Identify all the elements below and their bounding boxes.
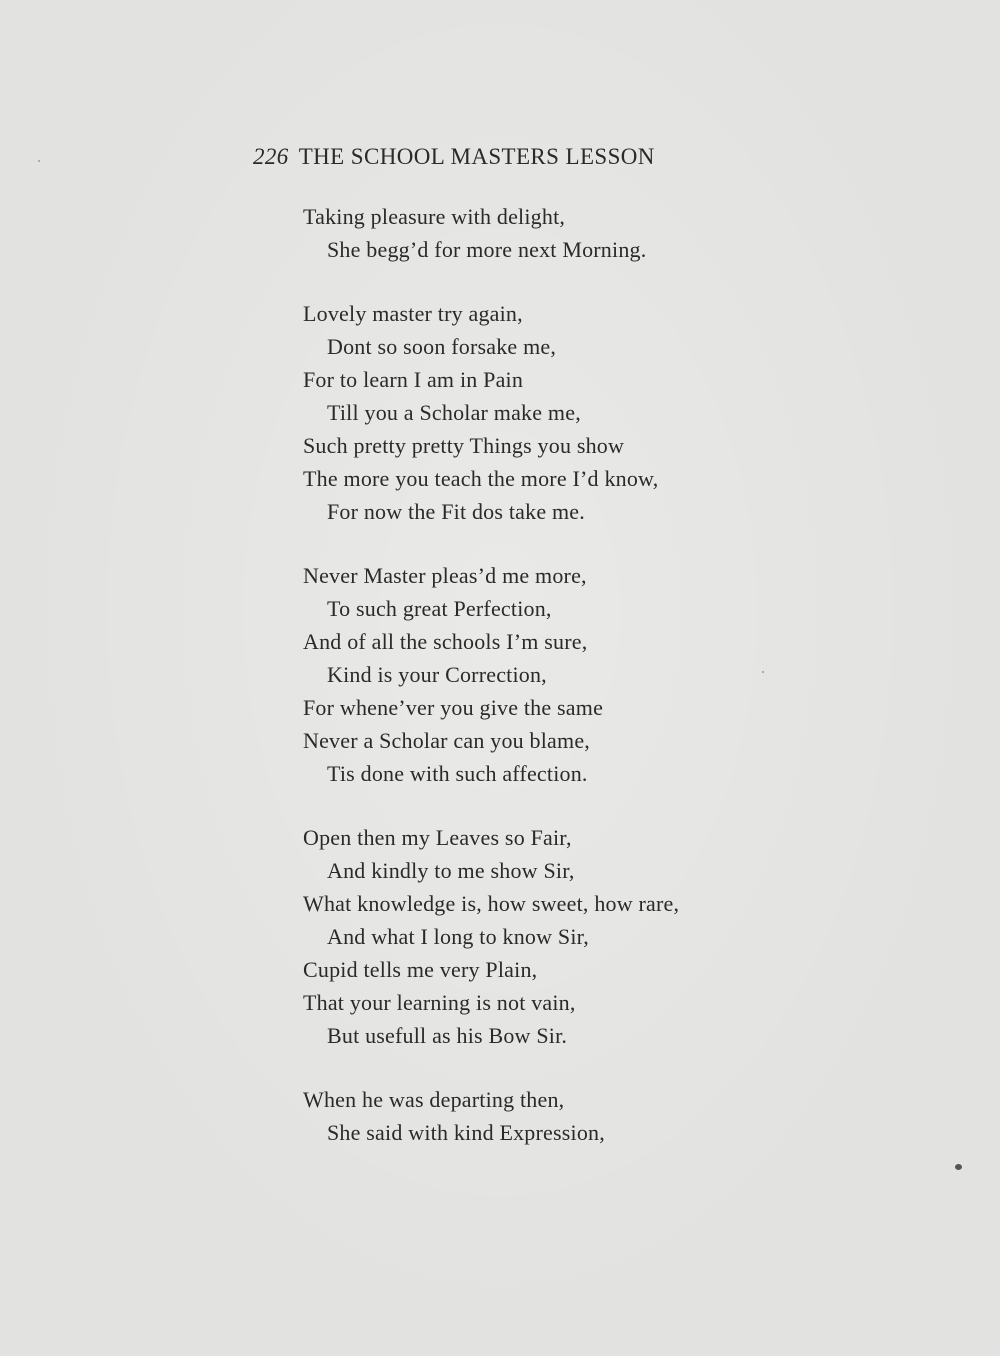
stanza — [303, 200, 803, 266]
poem-line: She said with kind Expression, — [327, 1120, 605, 1145]
running-title: THE SCHOOL MASTERS LESSON — [298, 144, 655, 169]
stanza — [303, 821, 803, 1052]
poem-line: Never Master pleas’d me more, — [303, 563, 587, 588]
poem-line: Kind is your Correction, — [327, 662, 547, 687]
poem-line: But usefull as his Bow Sir. — [327, 1023, 568, 1048]
stanza — [303, 559, 803, 790]
page-number: 226 — [253, 144, 289, 169]
poem-line: And what I long to know Sir, — [327, 924, 589, 949]
poem-line: And kindly to me show Sir, — [327, 858, 575, 883]
poem-line: Taking pleasure with delight, — [303, 204, 566, 229]
poem-line: For whene’ver you give the same — [303, 695, 604, 720]
poem-line: Tis done with such affection. — [327, 761, 588, 786]
poem-line: The more you teach the more I’d know, — [303, 466, 659, 491]
poem-line: When he was departing then, — [303, 1087, 565, 1112]
poem-line: She begg’d for more next Morning. — [327, 237, 647, 262]
poem-line: To such great Perfection, — [327, 596, 552, 621]
poem-line: For to learn I am in Pain — [303, 367, 524, 392]
poem-line: Never a Scholar can you blame, — [303, 728, 590, 753]
poem-line: What knowledge is, how sweet, how rare, — [303, 891, 680, 916]
poem-line: Such pretty pretty Things you show — [303, 433, 625, 458]
poem-line: Cupid tells me very Plain, — [303, 957, 538, 982]
stanza — [303, 297, 803, 528]
stanza — [303, 1083, 803, 1149]
poem-text — [303, 200, 803, 1180]
running-head — [253, 144, 655, 170]
poem-line: Lovely master try again, — [303, 301, 523, 326]
poem-line: Dont so soon forsake me, — [327, 334, 557, 359]
poem-line: Till you a Scholar make me, — [327, 400, 581, 425]
poem-line: For now the Fit dos take me. — [327, 499, 585, 524]
poem-line: That your learning is not vain, — [303, 990, 576, 1015]
paper-speck — [955, 1164, 962, 1170]
poem-line: And of all the schools I’m sure, — [303, 629, 588, 654]
poem-line: Open then my Leaves so Fair, — [303, 825, 572, 850]
paper-speck — [38, 160, 40, 162]
paper-speck — [762, 671, 764, 673]
